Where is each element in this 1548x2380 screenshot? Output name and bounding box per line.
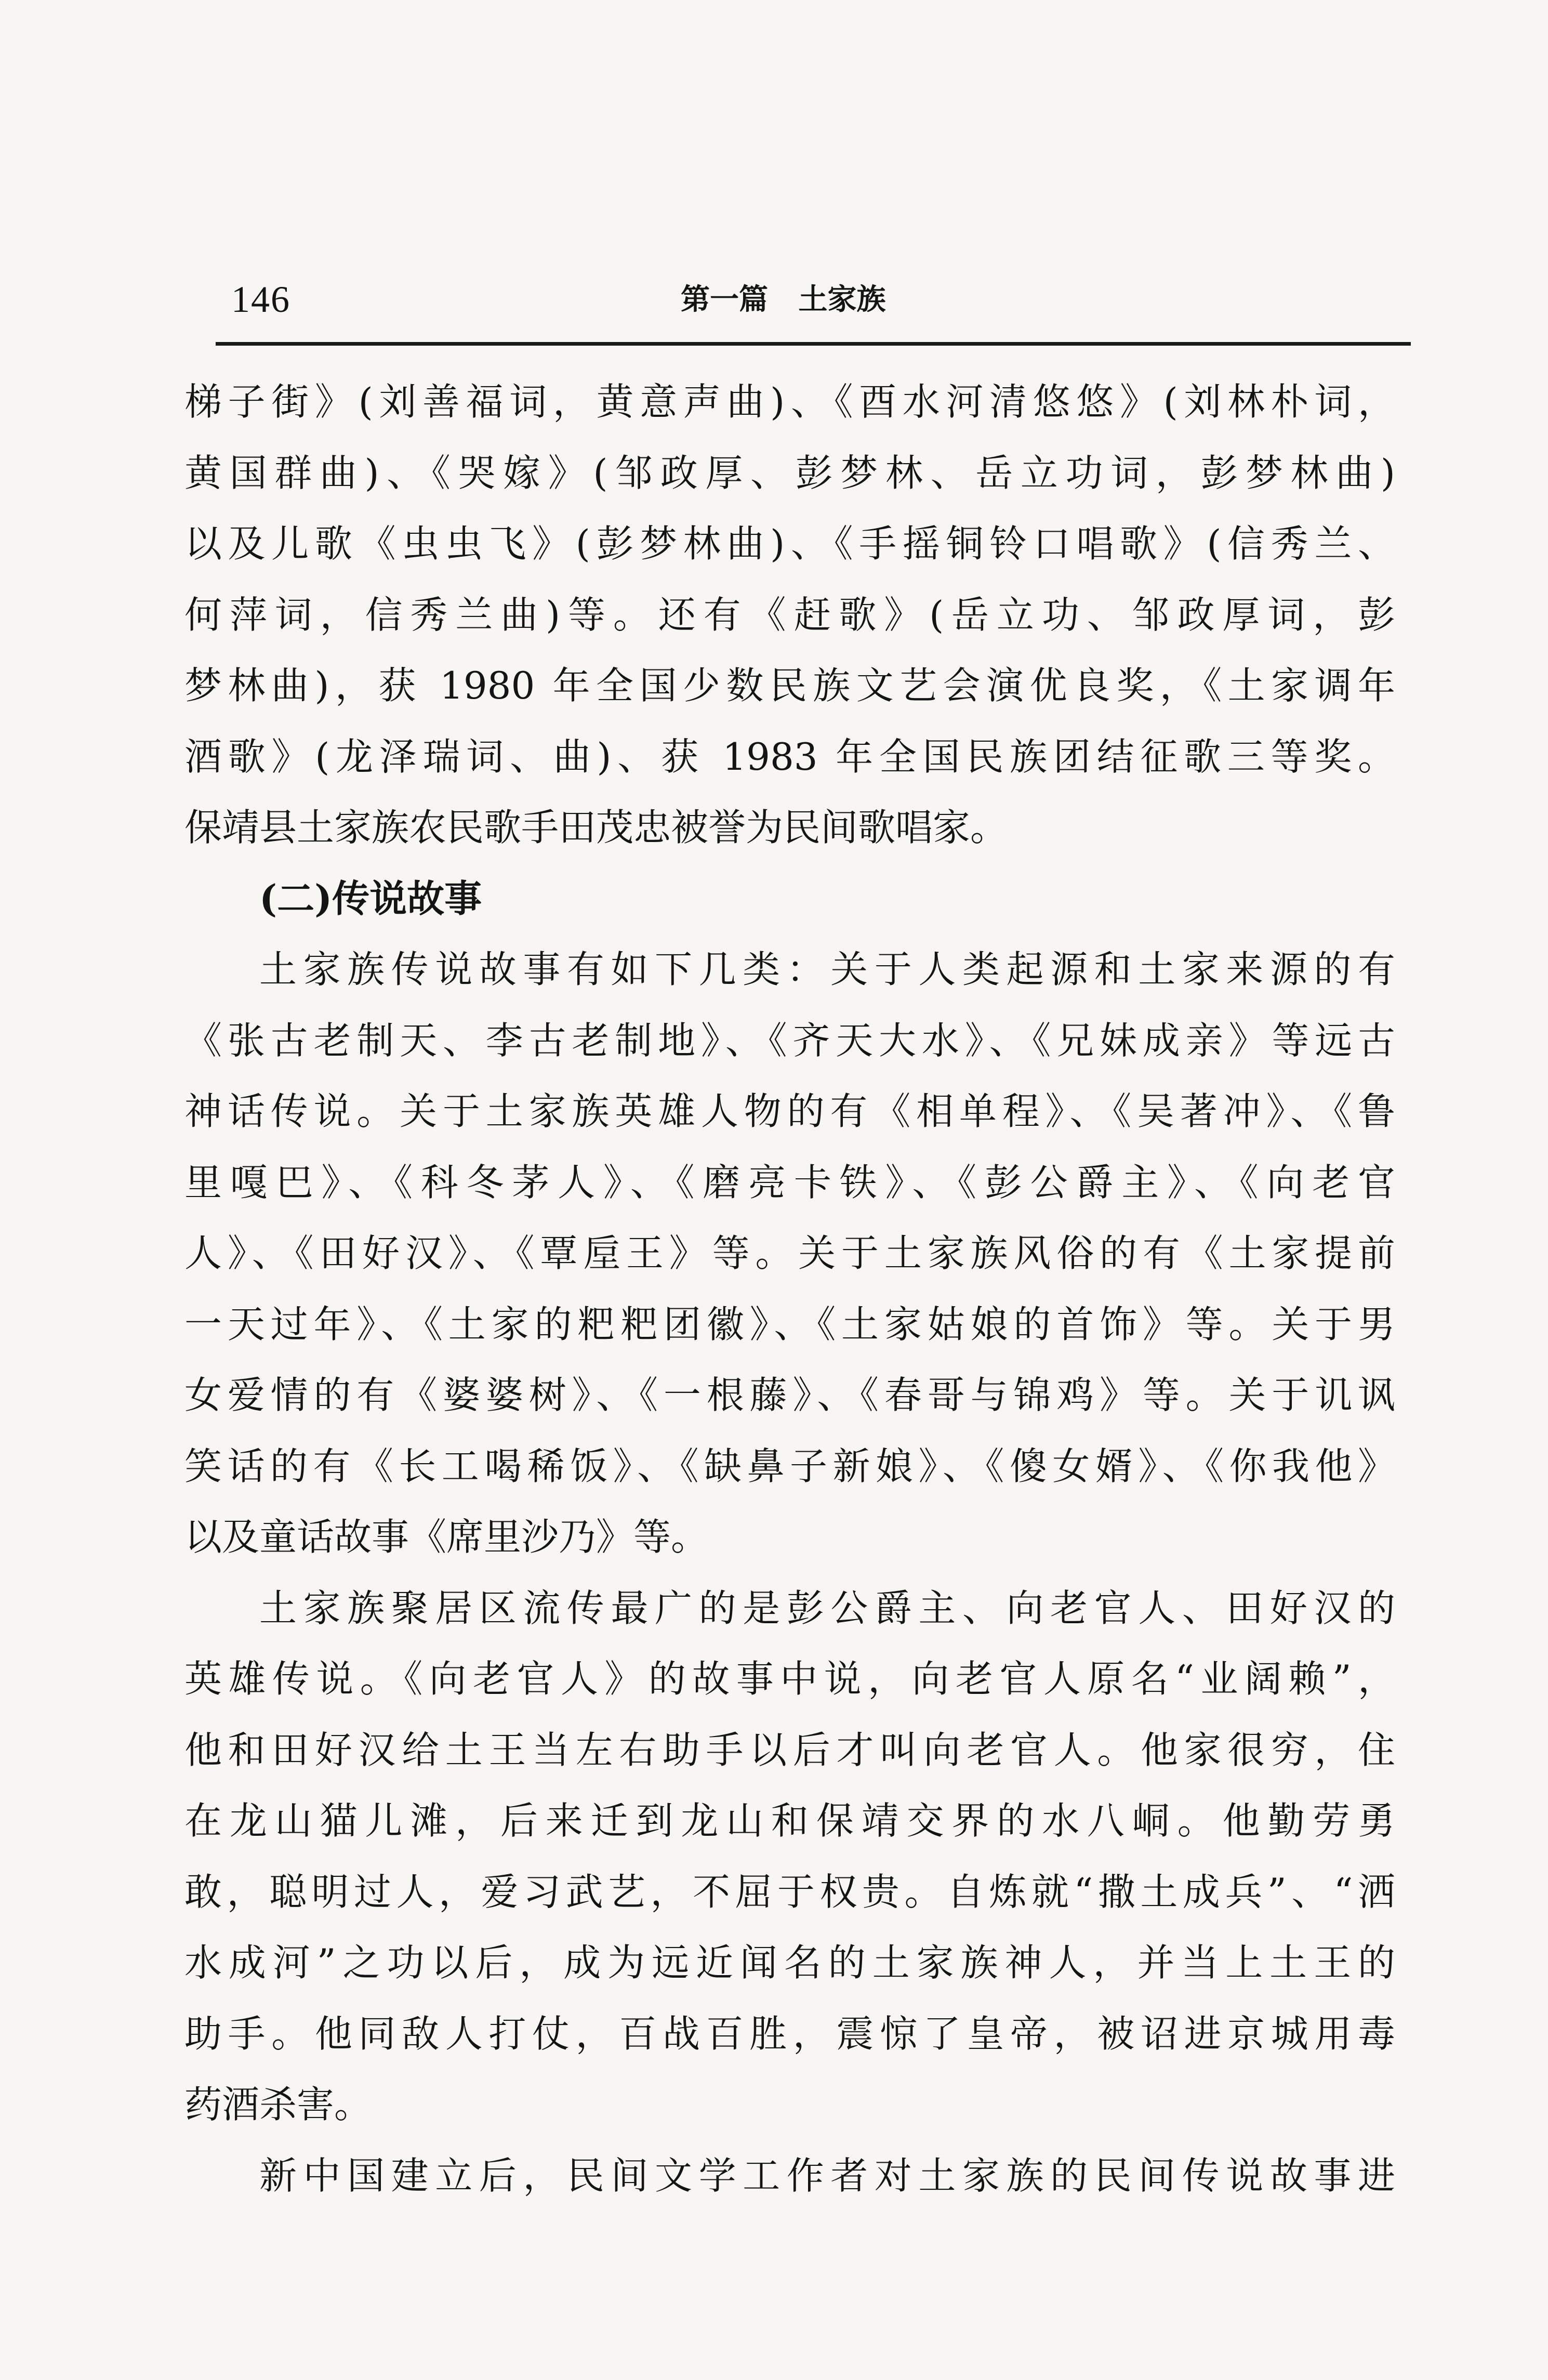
text-line: 梯子街》(刘善福词，黄意声曲)、《酉水河清悠悠》(刘林朴词，: [184, 380, 1395, 424]
paragraph-first-line: 土家族聚居区流传最广的是彭公爵主、向老官人、田好汉的: [259, 1586, 1395, 1630]
text-line: 水成河”之功以后，成为远近闻名的土家族神人，并当上土王的: [184, 1941, 1395, 1984]
text-line: 笑话的有《长工喝稀饭》、《缺鼻子新娘》、《傻女婿》、《你我他》: [184, 1444, 1395, 1488]
paragraph-first-line: 新中国建立后，民间文学工作者对土家族的民间传说故事进: [259, 2153, 1395, 2198]
text-line: 以及童话故事《席里沙乃》等。: [184, 1515, 709, 1559]
text-line: 一天过年》、《土家的粑粑团徽》、《土家姑娘的首饰》等。关于男: [184, 1302, 1395, 1346]
text-line: 他和田好汉给土王当左右助手以后才叫向老官人。他家很穷，住: [184, 1728, 1395, 1772]
text-line: 英雄传说。《向老官人》的故事中说，向老官人原名“业阔赖”，: [184, 1657, 1395, 1701]
paragraph-first-line: 土家族传说故事有如下几类：关于人类起源和土家来源的有: [259, 948, 1395, 991]
section-heading: (二)传说故事: [259, 876, 482, 921]
text-line: 神话传说。关于土家族英雄人物的有《相单程》、《吴著冲》、《鲁: [184, 1089, 1395, 1133]
running-head: 第一篇 土家族: [681, 282, 886, 317]
text-line: 敢，聪明过人，爱习武艺，不屈于权贵。自炼就“撒土成兵”、“洒: [184, 1870, 1395, 1914]
page-body: [184, 366, 1395, 2211]
text-line: 助手。他同敌人打仗，百战百胜，震惊了皇帝，被诏进京城用毒: [184, 2011, 1395, 2056]
header-rule: [216, 342, 1411, 346]
text-line: 在龙山猫儿滩，后来迁到龙山和保靖交界的水八峒。他勤劳勇: [184, 1799, 1395, 1843]
text-line: 以及儿歌《虫虫飞》(彭梦林曲)、《手摇铜铃口唱歌》(信秀兰、: [184, 522, 1395, 566]
page-number: 146: [231, 279, 290, 320]
text-line: 黄国群曲)、《哭嫁》(邹政厚、彭梦林、岳立功词，彭梦林曲): [184, 451, 1395, 495]
page-header: [187, 270, 1413, 348]
text-line: 里嘎巴》、《科冬茅人》、《磨亮卡铁》、《彭公爵主》、《向老官: [184, 1160, 1395, 1204]
text-line: 女爱情的有《婆婆树》、《一根藤》、《春哥与锦鸡》等。关于讥讽: [184, 1373, 1395, 1417]
text-line: 保靖县土家族农民歌手田茂忠被誉为民间歌唱家。: [184, 806, 1008, 849]
text-line: 《张古老制天、李古老制地》、《齐天大水》、《兄妹成亲》等远古: [184, 1018, 1395, 1062]
text-line: 梦林曲)，获 1980 年全国少数民族文艺会演优良奖，《土家调年: [184, 664, 1395, 707]
text-line: 药酒杀害。: [184, 2083, 372, 2126]
text-line: 酒歌》(龙泽瑞词、曲)、获 1983 年全国民族团结征歌三等奖。: [184, 734, 1395, 779]
text-line: 何萍词，信秀兰曲)等。还有《赶歌》(岳立功、邹政厚词，彭: [184, 593, 1395, 637]
text-line: 人》、《田好汉》、《覃垕王》等。关于土家族风俗的有《土家提前: [184, 1231, 1395, 1275]
